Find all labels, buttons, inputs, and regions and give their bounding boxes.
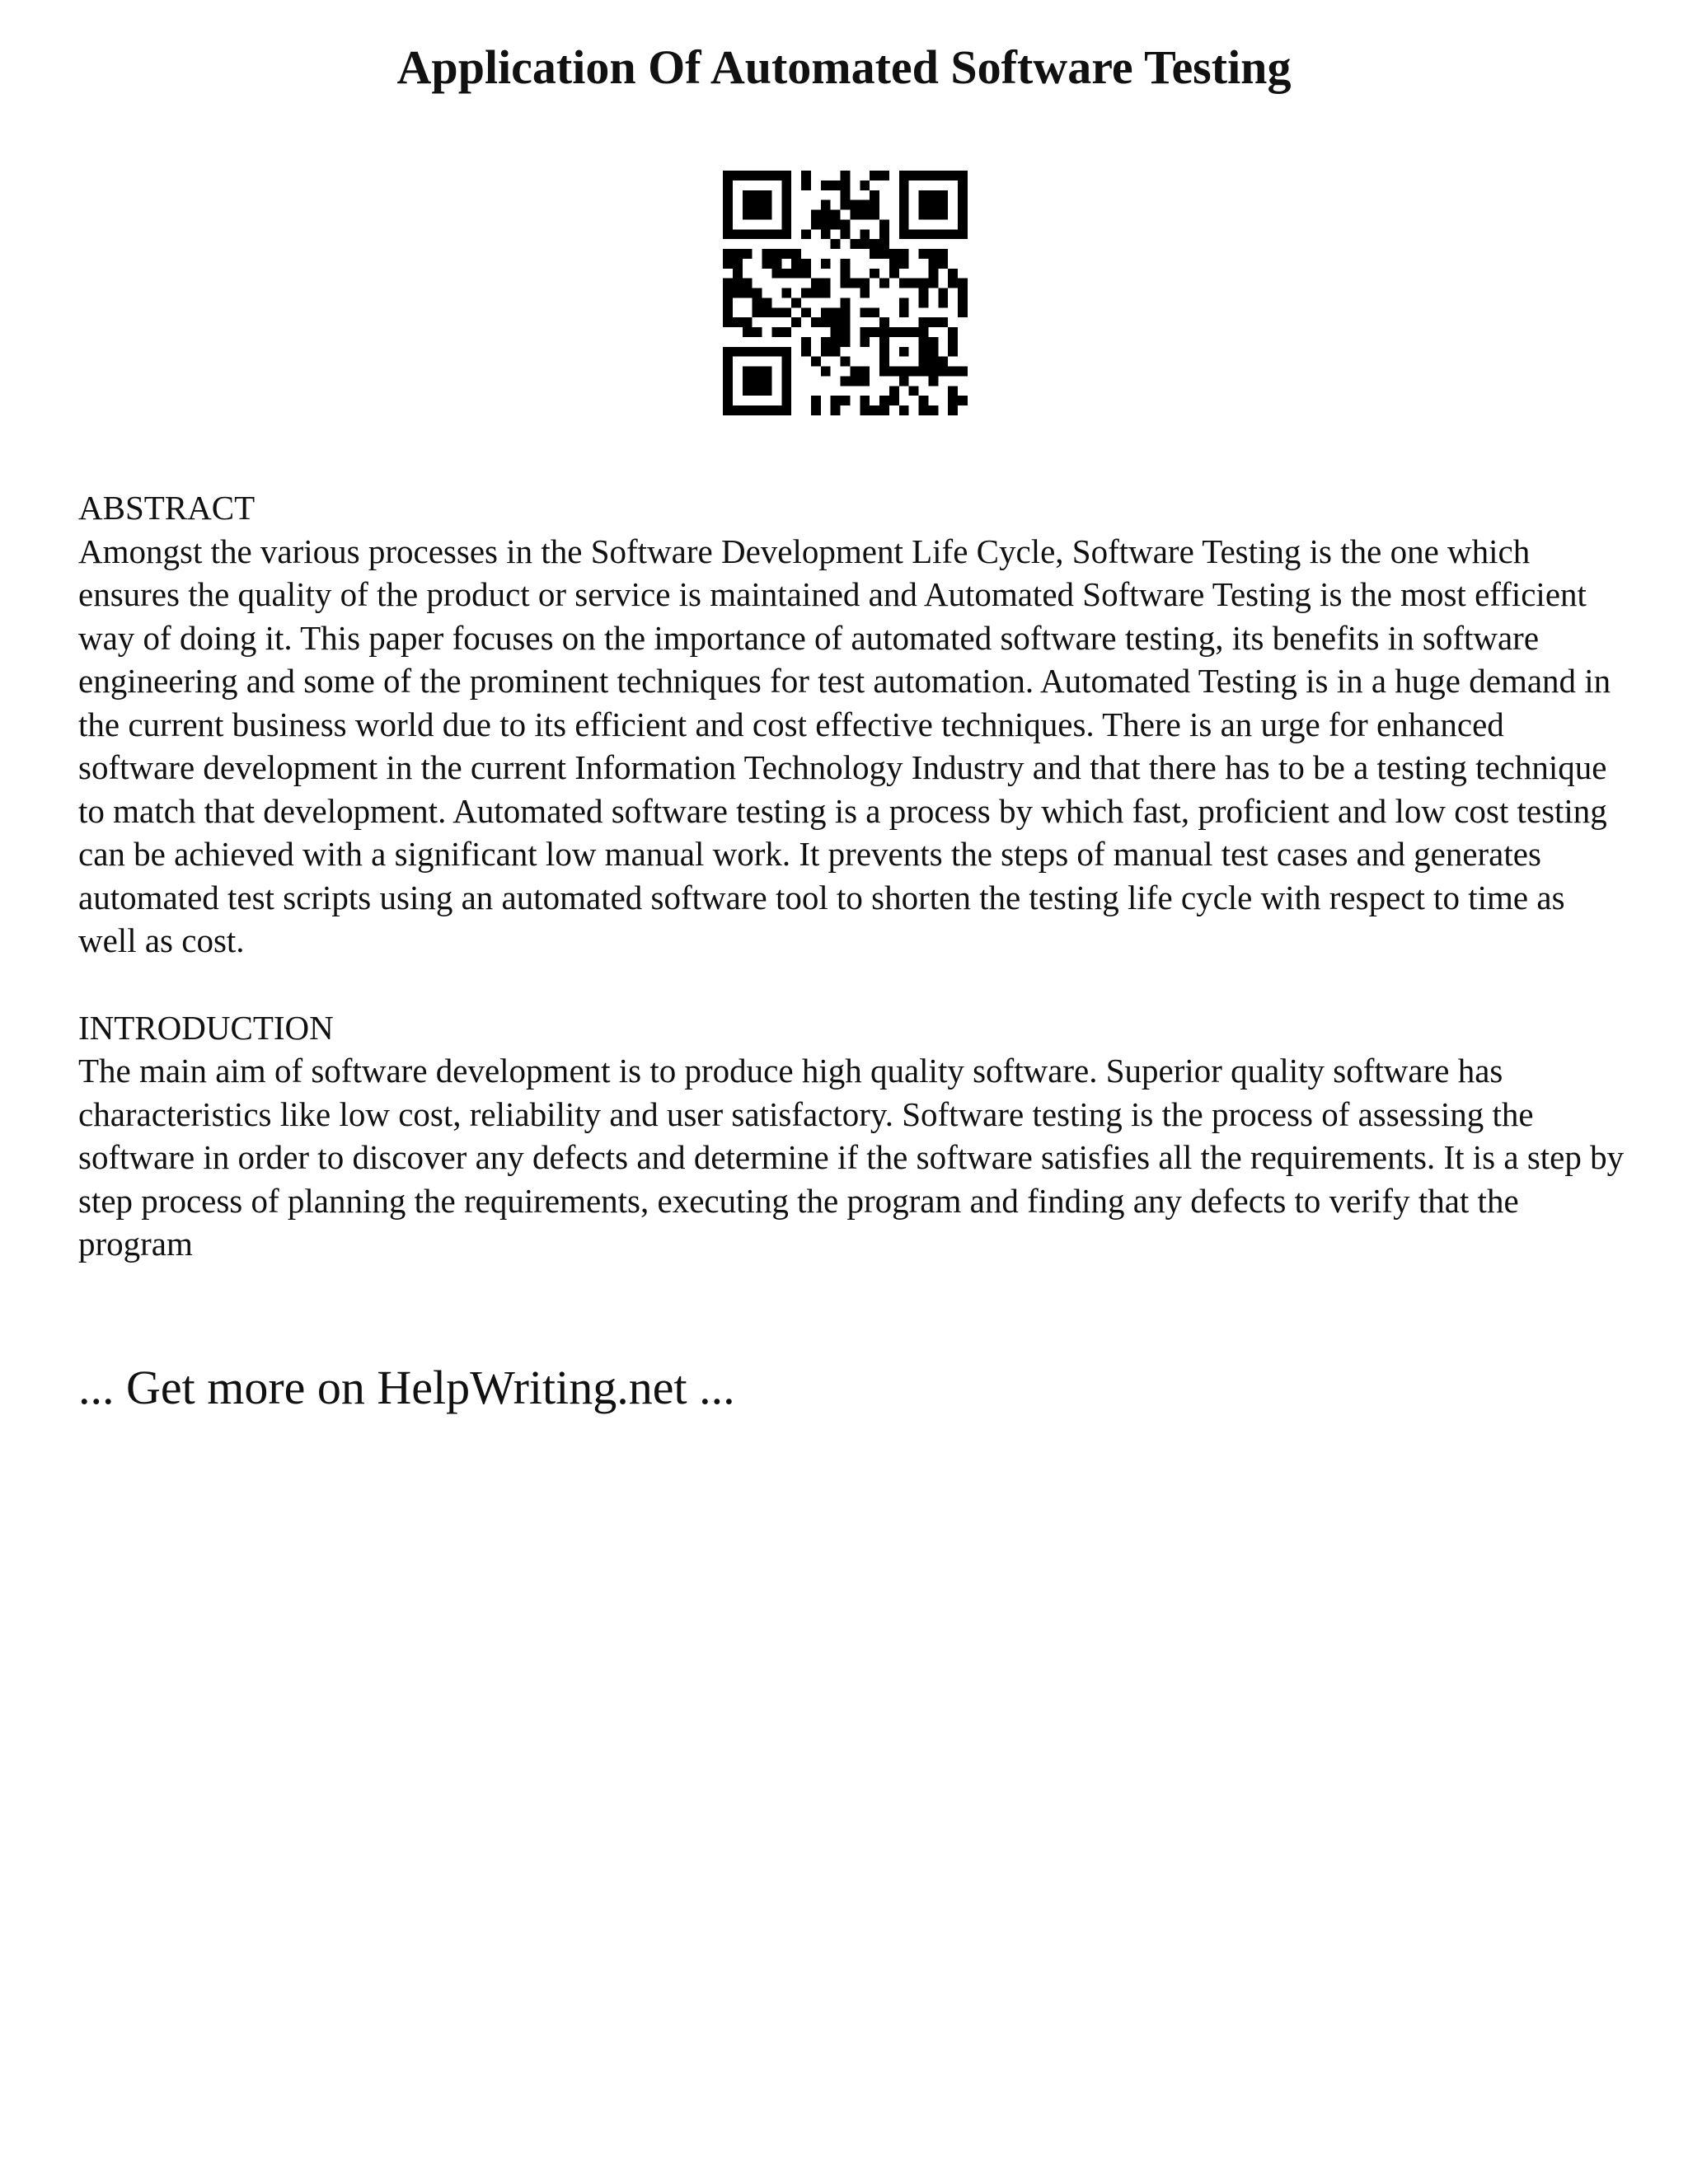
qr-code-icon <box>723 171 968 415</box>
introduction-text: The main aim of software development is to produce high quality software. Superior quality software has characteristics like low cost, reliability and user satisfactory. Software testing is the process of assessing the software in order to discover any defects and determine if the software satisfies all the requirements. It is a step by step process of planning the requirements, executing the program and finding any defects to verify that the program <box>78 1052 1625 1263</box>
introduction-section <box>78 1006 1628 1266</box>
introduction-heading: INTRODUCTION <box>78 1008 334 1047</box>
abstract-heading: ABSTRACT <box>78 489 256 527</box>
document-body <box>78 486 1628 1266</box>
abstract-text: Amongst the various processes in the Software Development Life Cycle, Software Testing is the one which ensures the quality of the product or service is maintained and Automated Software Testing is the most efficient way of doing it. This paper focuses on the importance of automated software testing, its benefits in software engineering and some of the prominent techniques for test automation. Automated Testing is in a huge demand in the current business world due to its efficient and cost effective techniques. There is an urge for enhanced software development in the current Information Technology Industry and that there has to be a testing technique to match that development. Automated software testing is a process by which fast, proficient and low cost testing can be achieved with a significant low manual work. It prevents the steps of manual test cases and generates automated test scripts using an automated software tool to shorten the testing life cycle with respect to time as well as cost. <box>78 532 1611 959</box>
document-title: Application Of Automated Software Testing <box>396 40 1292 94</box>
get-more-link[interactable]: ... Get more on HelpWriting.net ... <box>78 1361 735 1414</box>
abstract-section <box>78 486 1628 963</box>
section-spacer <box>78 963 1628 1006</box>
